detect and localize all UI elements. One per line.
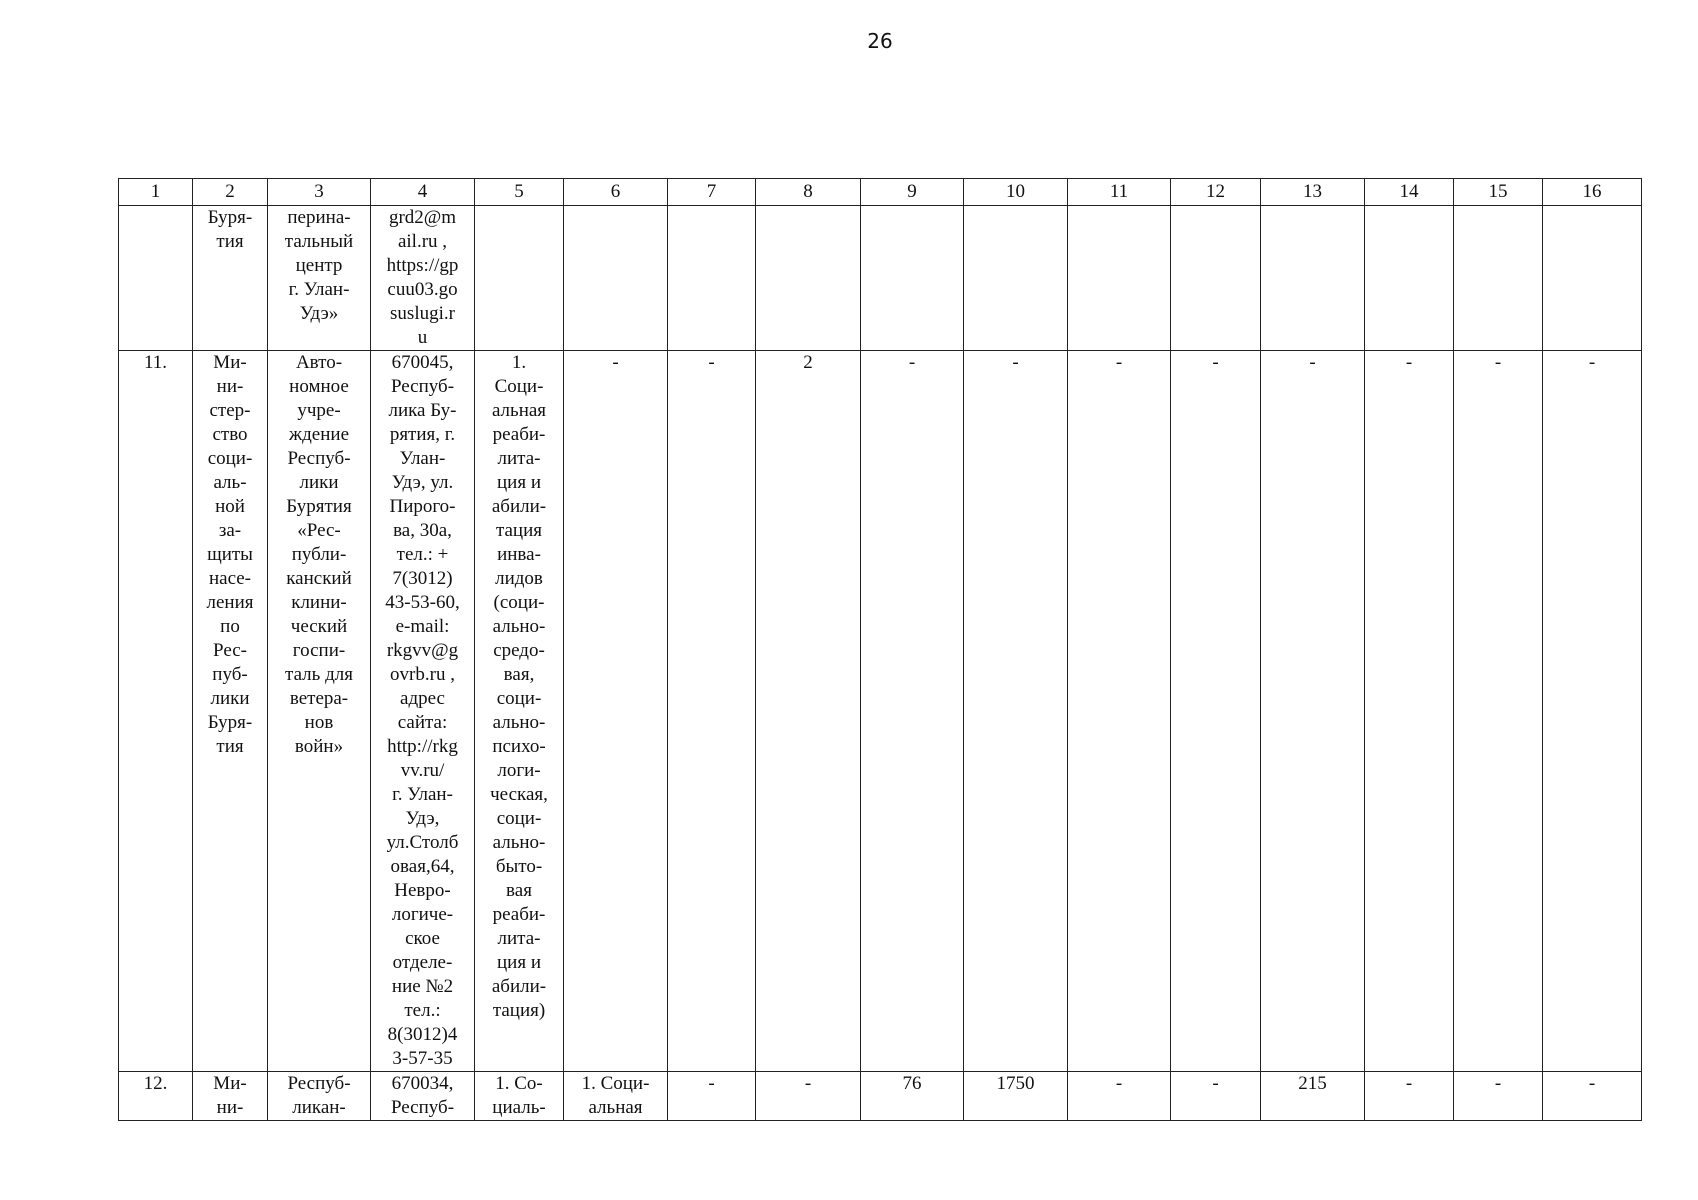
cell-text-line: стер- [209, 400, 251, 421]
cell-text-line: реаби- [492, 904, 546, 925]
cell-text-line: пуб- [212, 664, 248, 685]
cell-text-line: e-mail: [395, 616, 450, 637]
cell-text-line: - [1405, 1073, 1413, 1094]
column-number: 11 [1068, 179, 1171, 206]
cell-text-line: ция и [497, 472, 541, 493]
cell-text-line: логи- [497, 760, 541, 781]
cell-text-line: 1. [511, 352, 527, 373]
cell-text-line: отделе- [392, 952, 453, 973]
cell-text-line: таль для [285, 664, 353, 685]
table-cell [193, 206, 268, 351]
cell-text-line: Удэ» [299, 303, 339, 324]
cell-text-line: Улан- [399, 448, 446, 469]
cell-text-line: - [1115, 352, 1123, 373]
table-cell [756, 351, 861, 1072]
table-cell [1171, 351, 1261, 1072]
table-cell [1261, 1072, 1365, 1121]
table-cell [1543, 351, 1642, 1072]
cell-text-line: госпи- [292, 640, 346, 661]
column-number: 9 [861, 179, 964, 206]
table-cell [564, 351, 668, 1072]
cell-text-line: 1750 [996, 1073, 1035, 1094]
table-cell [119, 206, 193, 351]
cell-text-line: насе- [208, 568, 252, 589]
cell-text-line: соци- [496, 808, 542, 829]
cell-text-line: Ми- [213, 1073, 247, 1094]
cell-text-line: лита- [497, 928, 541, 949]
table-cell [1454, 1072, 1543, 1121]
cell-text-line: тел.: [404, 1000, 441, 1021]
cell-text-line: «Рес- [297, 520, 341, 541]
cell-text-line: ское [405, 928, 440, 949]
column-number: 7 [668, 179, 756, 206]
cell-text-line: suslugi.r [390, 303, 455, 324]
cell-text-line: тация) [492, 1000, 546, 1021]
cell-text-line: логиче- [391, 904, 454, 925]
cell-text-line: - [708, 352, 715, 373]
column-number: 12 [1171, 179, 1261, 206]
cell-text-line: - [1494, 352, 1502, 373]
cell-text-line: ail.ru , [397, 231, 448, 252]
cell-text-line: абили- [491, 496, 547, 517]
cell-text-line: тия [216, 736, 244, 757]
table-cell [1365, 206, 1454, 351]
cell-text-line: - [1405, 352, 1413, 373]
cell-text-line: канский [286, 568, 352, 589]
cell-text-line: ни- [216, 1097, 244, 1118]
cell-text-line: cuu03.go [387, 279, 458, 300]
cell-text-line: ние №2 [391, 976, 454, 997]
cell-text-line: Удэ, ул. [391, 472, 454, 493]
column-number: 15 [1454, 179, 1543, 206]
table-cell [1365, 351, 1454, 1072]
table-cell [1454, 206, 1543, 351]
cell-text-line: rkgvv@g [386, 640, 459, 661]
cell-text-line: Буря- [207, 712, 253, 733]
cell-text-line: ально- [492, 616, 546, 637]
cell-text-line: 670034, [391, 1073, 454, 1094]
cell-text-line: соци- [496, 688, 542, 709]
cell-text-line: - [612, 352, 619, 373]
cell-text-line: - [1115, 1073, 1123, 1094]
cell-text-line: Удэ, [405, 808, 440, 829]
table-cell [668, 1072, 756, 1121]
cell-text-line: аль- [213, 472, 247, 493]
cell-text-line: лидов [495, 568, 543, 589]
table-cell [668, 351, 756, 1072]
table-cell [193, 1072, 268, 1121]
table-cell [1171, 206, 1261, 351]
column-number: 4 [371, 179, 475, 206]
cell-text-line: номное [289, 376, 349, 397]
table-cell [1454, 351, 1543, 1072]
cell-text-line: - [708, 1073, 715, 1094]
cell-text-line: лики [210, 688, 250, 709]
cell-text-line: ческий [290, 616, 348, 637]
cell-text-line: ческая, [490, 784, 548, 805]
cell-text-line: Рес- [213, 640, 247, 661]
table-cell [861, 351, 964, 1072]
cell-text-line: тия [216, 231, 244, 252]
cell-text-line: нов [304, 712, 334, 733]
column-number: 6 [564, 179, 668, 206]
cell-text-line: Авто- [295, 352, 343, 373]
table-cell [475, 206, 564, 351]
table-cell [119, 351, 193, 1072]
cell-text-line: (соци- [493, 592, 545, 613]
cell-text-line: альная [588, 1097, 643, 1118]
cell-text-line: тальный [284, 231, 354, 252]
cell-text-line: https://gp [386, 255, 459, 276]
cell-text-line: быто- [495, 856, 543, 877]
cell-text-line: ной [215, 496, 245, 517]
table-cell [1068, 206, 1171, 351]
table-cell [371, 206, 475, 351]
cell-text-line: по [220, 616, 240, 637]
cell-text-line: Невро- [394, 880, 451, 901]
column-number: 5 [475, 179, 564, 206]
cell-text-line: - [1212, 352, 1219, 373]
table-cell [475, 1072, 564, 1121]
cell-text-line: учре- [297, 400, 341, 421]
cell-text-line: Респуб- [287, 1073, 351, 1094]
table-cell [861, 206, 964, 351]
table-cell [668, 206, 756, 351]
cell-text-line: Респуб- [390, 1097, 455, 1118]
table-cell [964, 206, 1068, 351]
cell-text-line: лита- [497, 448, 541, 469]
cell-text-line: тация [495, 520, 543, 541]
table-cell [475, 351, 564, 1072]
cell-text-line: 3-57-35 [392, 1048, 453, 1069]
cell-text-line: - [908, 352, 916, 373]
cell-text-line: абили- [491, 976, 547, 997]
table-row [119, 1072, 1642, 1121]
cell-text-line: 76 [902, 1073, 922, 1094]
cell-text-line: ни- [216, 376, 244, 397]
cell-text-line: реаби- [492, 424, 546, 445]
cell-text-line: тел.: + [396, 544, 449, 565]
cell-text-line: ва, 30а, [393, 520, 452, 541]
cell-text-line: ждение [289, 424, 349, 445]
cell-text-line: альная [491, 400, 547, 421]
cell-text-line: ство [212, 424, 248, 445]
table-cell [1543, 1072, 1642, 1121]
cell-text-line: лика Бу- [388, 400, 457, 421]
table-cell [268, 351, 371, 1072]
cell-text-line: - [1588, 352, 1596, 373]
cell-text-line: лики [299, 472, 339, 493]
cell-text-line: центр [295, 255, 343, 276]
table-cell [1261, 351, 1365, 1072]
cell-text-line: ально- [492, 832, 546, 853]
cell-text-line: инва- [497, 544, 541, 565]
cell-text-line: ления [206, 592, 254, 613]
cell-text-line: соци- [207, 448, 253, 469]
cell-text-line: - [804, 1073, 812, 1094]
cell-text-line: адрес [400, 688, 445, 709]
cell-text-line: ция и [497, 952, 541, 973]
page-number: 26 [867, 29, 893, 53]
column-number-row [119, 179, 1642, 206]
cell-text-line: ovrb.ru , [390, 664, 455, 685]
column-number: 10 [964, 179, 1068, 206]
cell-text-line: Соци- [494, 376, 544, 397]
cell-text-line: Ми- [213, 352, 247, 373]
cell-text-line: - [1212, 1073, 1219, 1094]
cell-text-line: циаль- [492, 1097, 546, 1118]
table-cell [564, 1072, 668, 1121]
column-number: 8 [756, 179, 861, 206]
cell-text-line: 2 [803, 352, 813, 373]
cell-text-line: - [1494, 1073, 1502, 1094]
column-number: 13 [1261, 179, 1365, 206]
column-number: 2 [193, 179, 268, 206]
cell-text-line: публи- [291, 544, 347, 565]
cell-text-line: ветера- [289, 688, 349, 709]
table-cell [371, 351, 475, 1072]
table-cell [756, 1072, 861, 1121]
cell-text-line: ально- [492, 712, 546, 733]
cell-text-line: щиты [207, 544, 253, 565]
column-number: 1 [119, 179, 193, 206]
table-cell [756, 206, 861, 351]
cell-text-line: психо- [492, 736, 546, 757]
cell-text-line: г. Улан- [288, 279, 350, 300]
cell-text-line: Респуб- [390, 376, 455, 397]
cell-text-line: ул.Столб [386, 832, 459, 853]
cell-text-line: овая,64, [390, 856, 455, 877]
table-row [119, 206, 1642, 351]
cell-text-line: войн» [294, 736, 344, 757]
table-cell [1261, 206, 1365, 351]
cell-text-line: 670045, [391, 352, 454, 373]
cell-text-line: вая [506, 880, 532, 901]
cell-text-line: ликан- [292, 1097, 346, 1118]
cell-text-line: сайта: [397, 712, 448, 733]
cell-text-line: 1. Соци- [581, 1073, 650, 1094]
cell-text-line: - [1309, 352, 1316, 373]
cell-text-line: Буря- [207, 207, 253, 228]
cell-text-line: http://rkg [387, 736, 458, 757]
cell-text-line: 1. Со- [495, 1073, 543, 1094]
cell-text-line: г. Улан- [392, 784, 453, 805]
table-cell [1543, 206, 1642, 351]
table-cell [964, 351, 1068, 1072]
table-cell [193, 351, 268, 1072]
cell-text-line: u [417, 327, 428, 348]
table-cell [861, 1072, 964, 1121]
table-cell [1365, 1072, 1454, 1121]
cell-text-line: Респуб- [287, 448, 351, 469]
column-number: 3 [268, 179, 371, 206]
cell-text-line: vv.ru/ [400, 760, 445, 781]
cell-text-line: 215 [1298, 1073, 1327, 1094]
cell-text-line: grd2@m [388, 207, 457, 228]
table-cell [119, 1072, 193, 1121]
cell-text-line: Бурятия [286, 496, 352, 517]
column-number: 14 [1365, 179, 1454, 206]
column-number: 16 [1543, 179, 1642, 206]
table-cell [268, 206, 371, 351]
table-cell [1068, 1072, 1171, 1121]
cell-text-line: за- [218, 520, 242, 541]
cell-text-line: клини- [291, 592, 347, 613]
cell-text-line: 7(3012) [392, 568, 453, 589]
cell-text-line: 12. [143, 1073, 168, 1094]
registry-table [118, 178, 1642, 1121]
cell-text-line: 8(3012)4 [387, 1024, 458, 1045]
cell-text-line: перина- [287, 207, 351, 228]
table-cell [964, 1072, 1068, 1121]
cell-text-line: 43-53-60, [385, 592, 460, 613]
table-cell [371, 1072, 475, 1121]
table-row [119, 351, 1642, 1072]
cell-text-line: рятия, г. [389, 424, 456, 445]
table-cell [1068, 351, 1171, 1072]
table-cell [564, 206, 668, 351]
cell-text-line: - [1588, 1073, 1596, 1094]
table-cell [1171, 1072, 1261, 1121]
table-cell [268, 1072, 371, 1121]
cell-text-line: Пирого- [389, 496, 456, 517]
cell-text-line: вая, [503, 664, 535, 685]
cell-text-line: - [1012, 352, 1019, 373]
cell-text-line: средо- [493, 640, 545, 661]
cell-text-line: 11. [143, 352, 168, 373]
